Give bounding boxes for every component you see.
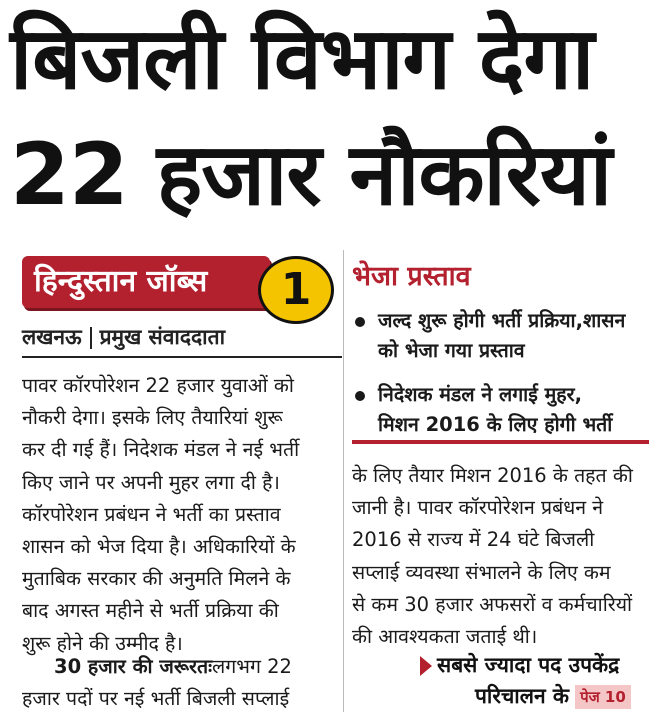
article-line: शुरू होने की उम्मीद है। [22,631,183,655]
article-subhead-text: लगभग 22 [212,655,292,678]
teaser-line-2: परिचालन के [475,684,570,708]
article-line: कर दी गई हैं। निदेशक मंडल ने नई भर्ती [22,438,300,462]
article-line: नौकरी देगा। इसके लिए तैयारियां शुरू [22,406,283,430]
sidebar-bullet [352,380,648,440]
article-line: की आवश्यकता जताई थी। [352,625,538,649]
bullet-line: निदेशक मंडल ने लगाई मुहर, [378,383,582,406]
article-line: के लिए तैयार मिशन 2016 के तहत की [352,464,633,487]
page-reference[interactable]: पेज 10 [575,685,631,709]
bullet-line: को भेजा गया प्रस्ताव [378,339,525,362]
byline-separator [90,327,92,349]
sidebar-rule [352,440,649,444]
bullet-dot-icon [355,317,365,327]
article-line: बाद अगस्त महीने से भर्ती प्रक्रिया की [22,599,279,623]
continued-teaser[interactable] [420,650,649,680]
headline-line-2: 22 हजार नौकरियां [10,125,612,225]
arrow-right-icon [420,656,432,676]
teaser-line-1: सबसे ज्यादा पद उपकेंद्र [437,653,620,677]
teaser-line-2-block[interactable] [475,681,631,711]
article-line: मुताबिक सरकार की अनुमति मिलने के [22,567,291,591]
sidebar-bullet [352,306,648,366]
headline-line-1: बिजली विभाग देगा [10,9,594,109]
column-divider [343,250,344,712]
bullet-dot-icon [355,391,365,401]
article-line: जानी है। पावर कॉरपोरेशन प्रबंधन ने [352,496,604,520]
bullet-line: जल्द शुरू होगी भर्ती प्रक्रिया,शासन [378,309,626,332]
article-line: पावर कॉरपोरेशन 22 हजार युवाओं को [22,374,294,397]
sidebar-bullet-list [352,306,648,454]
byline-location: लखनऊ [22,325,82,349]
series-number-badge: 1 [258,256,334,324]
bullet-line: मिशन 2016 के लिए होगी भर्ती [378,413,613,436]
article-line: कॉरपोरेशन प्रबंधन ने भर्ती का प्रस्ताव [22,502,281,526]
article-line: हजार पदों पर नई भर्ती बिजली सप्लाई [22,687,290,711]
sidebar-title: भेजा प्रस्ताव [352,261,471,292]
byline-rule [22,356,342,358]
byline [22,323,225,351]
article-left-column [22,370,334,660]
article-subhead-block [22,651,334,715]
article-line: 2016 से राज्य में 24 घंटे बिजली [352,528,595,552]
byline-reporter: प्रमुख संवाददाता [99,325,226,349]
article-line: शासन को भेज दिया है। अधिकारियों के [22,535,296,559]
article-right-column [352,460,649,653]
article-subhead: 30 हजार की जरूरतः [54,655,213,678]
banner-label: हिन्दुस्तान जॉब्स [34,264,208,299]
article-line: किए जाने पर अपनी मुहर लगा दी है। [22,470,280,494]
article-line: से कम 30 हजार अफसरों व कर्मचारियों [352,592,633,616]
article-line: सप्लाई व्यवस्था संभालने के लिए कम [352,560,611,584]
